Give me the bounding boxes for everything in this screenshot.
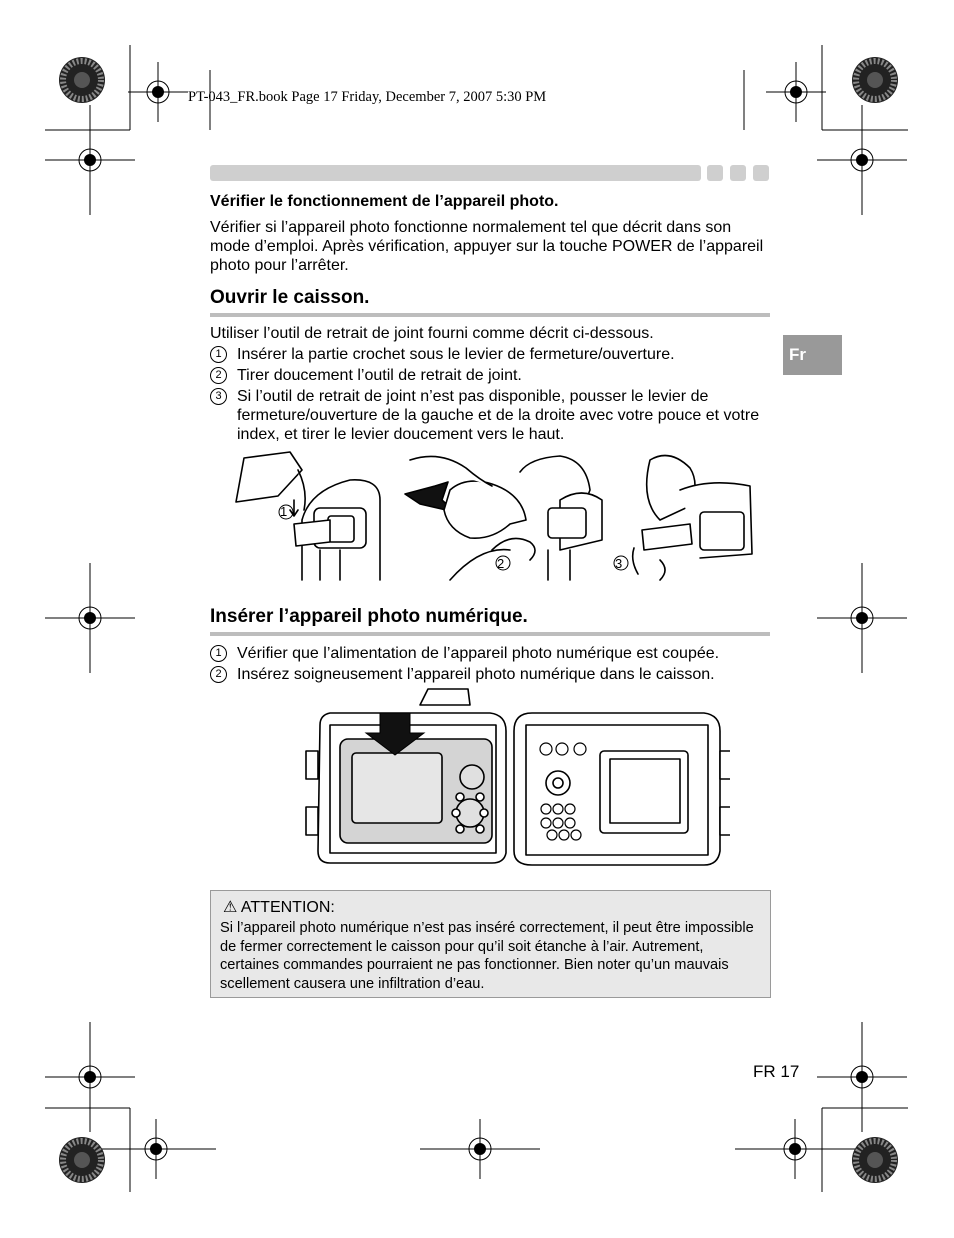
registration-target-icon	[735, 1119, 855, 1179]
attention-text: Si l’appareil photo numérique n’est pas inséré correctement, il peut être impossible de fermer correctement le caisson pour qu’il soit étanche à l’air. Autrement, certaines commandes pourraient ne pas fonctionner. Bien noter qu’un mauvais scellement causera une infiltration d’eau.	[220, 920, 754, 992]
attention-title: ATTENTION:	[240, 899, 335, 916]
step-number: 3	[210, 388, 227, 405]
section-heading-open: Ouvrir le caisson.	[210, 287, 370, 308]
heading-rule	[210, 632, 770, 636]
step-text: Insérer la partie crochet sous le levier de fermeture/ouverture.	[237, 346, 675, 363]
registration-target-icon	[45, 563, 135, 673]
header-square	[707, 165, 723, 181]
registration-target-icon	[45, 105, 135, 215]
heading-rule	[210, 313, 770, 317]
registration-target-icon	[817, 1022, 907, 1132]
registration-target-icon	[817, 105, 907, 215]
header-square	[753, 165, 769, 181]
attention-box	[210, 890, 771, 998]
insert-camera-illustration	[300, 685, 730, 875]
header-bar	[210, 165, 701, 181]
warning-icon: ⚠	[223, 899, 238, 916]
step-number: 1	[210, 645, 227, 662]
step-text: Vérifier que l’alimentation de l’appareil photo numérique est coupée.	[237, 645, 720, 662]
print-header: PT-043_FR.book Page 17 Friday, December 7, 2007 5:30 PM	[188, 89, 547, 105]
step-text: Tirer doucement l’outil de retrait de joint.	[237, 367, 522, 384]
header-square	[730, 165, 746, 181]
page-number: FR 17	[753, 1062, 800, 1081]
open-housing-illustration	[230, 450, 760, 582]
starburst-mark-icon	[850, 55, 900, 105]
step-number: 2	[210, 666, 227, 683]
section-heading-insert: Insérer l’appareil photo numérique.	[210, 606, 528, 627]
figure-step-label: 2	[497, 556, 505, 571]
registration-target-icon	[128, 62, 188, 122]
registration-target-icon	[420, 1119, 540, 1179]
section-paragraph: Vérifier si l’appareil photo fonctionne normalement tel que décrit dans son mode d’emploi. Après vérification, appuyer sur la touche POWER de l’appareil photo pour l’arrêter.	[210, 219, 764, 274]
attention-title-row	[223, 897, 335, 917]
step-text: Si l’outil de retrait de joint n’est pas disponible, pousser le levier de fermeture/ouverture de la gauche et de la droite avec votre pouce et votre index, et tirer le levier doucement vers le haut.	[237, 388, 760, 443]
figure-step-label: 1	[280, 504, 288, 519]
registration-target-icon	[45, 1022, 135, 1132]
registration-target-icon	[817, 563, 907, 673]
starburst-mark-icon	[850, 1135, 900, 1185]
language-tab: Fr	[783, 335, 842, 375]
registration-target-icon	[96, 1119, 216, 1179]
section-subheading: Vérifier le fonctionnement de l’appareil photo.	[210, 193, 559, 210]
step-text: Insérez soigneusement l’appareil photo numérique dans le caisson.	[237, 666, 715, 683]
step-number: 2	[210, 367, 227, 384]
section-intro: Utiliser l’outil de retrait de joint fourni comme décrit ci-dessous.	[210, 325, 654, 342]
step-number: 1	[210, 346, 227, 363]
starburst-mark-icon	[57, 55, 107, 105]
starburst-mark-icon	[57, 1135, 107, 1185]
figure-step-label: 3	[615, 556, 623, 571]
